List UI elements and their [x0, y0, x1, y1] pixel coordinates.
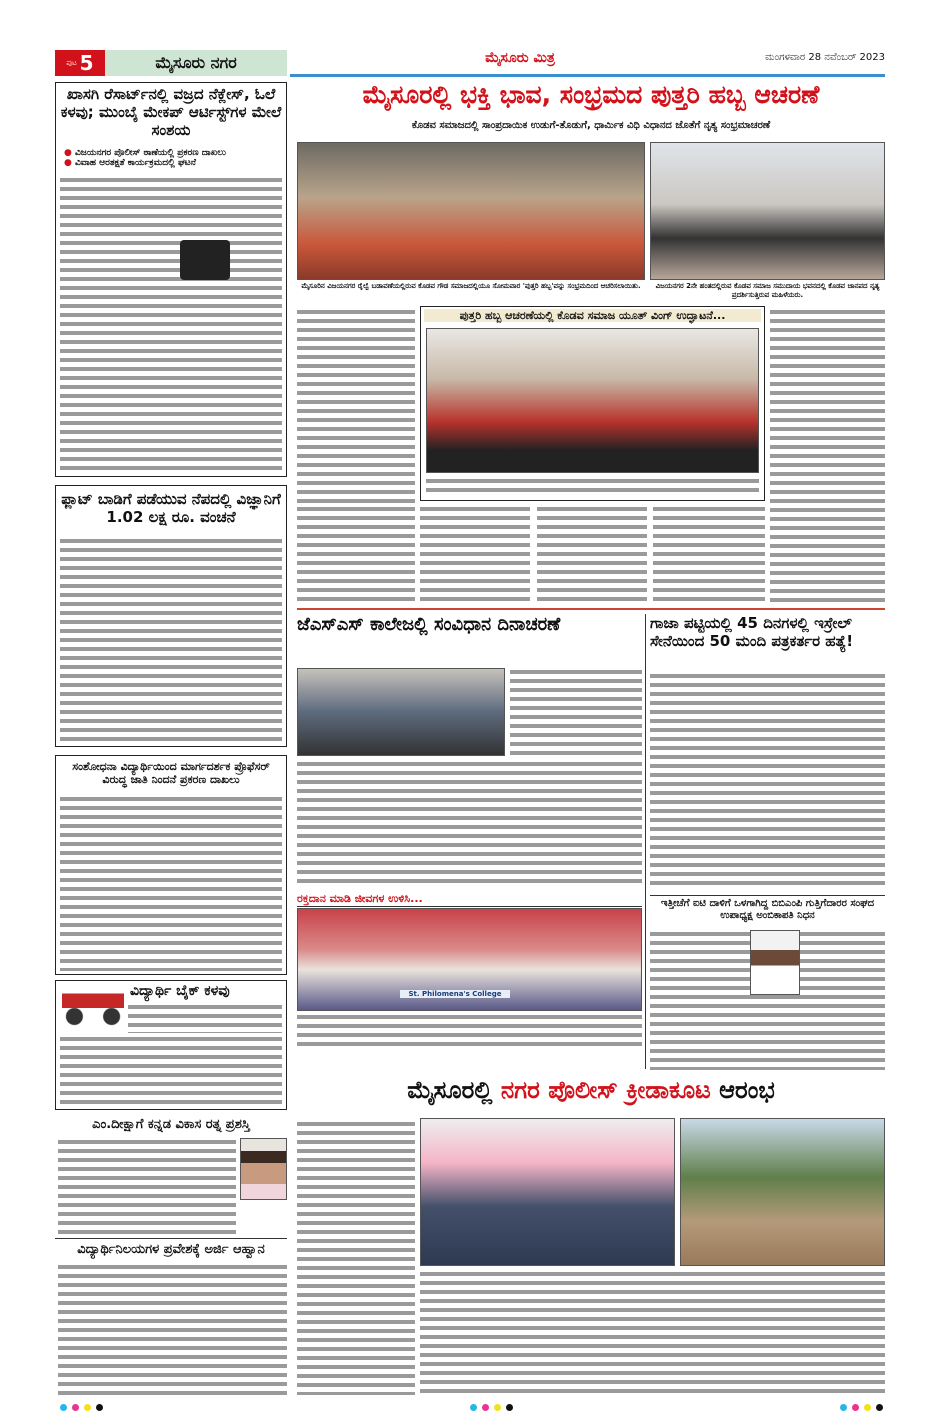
registration-mark	[470, 1404, 477, 1411]
story1-headline: ಖಾಸಗಿ ರೆಸಾರ್ಟ್‌ನಲ್ಲಿ ವಜ್ರದ ನೆಕ್ಲೇಸ್, ಓಲೆ ಕಳವು; ಮುಂಬೈ ಮೇಕಪ್ ಆರ್ಟಿಸ್ಟ್‌ಗಳ ಮೇಲೆ ಸಂಶಯ	[60, 85, 282, 139]
gaza-headline: ಗಾಜಾ ಪಟ್ಟಿಯಲ್ಲಿ 45 ದಿನಗಳಲ್ಲಿ ಇಸ್ರೇಲ್ ಸೇನೆಯಿಂದ 50 ಮಂದಿ ಪತ್ರಕರ್ತರ ಹತ್ಯೆ!	[650, 614, 854, 650]
story3-headline: ಸಂಶೋಧನಾ ವಿದ್ಯಾರ್ಥಿಯಿಂದ ಮಾರ್ಗದರ್ಶಕ ಪ್ರೊಫೆಸರ್ ವಿರುದ್ಧ ಜಾತಿ ನಿಂದನೆ ಪ್ರಕರಣ ದಾಖಲು	[72, 760, 270, 787]
gaza-body	[650, 672, 885, 887]
blood-donation-caption	[297, 1013, 642, 1049]
registration-mark	[876, 1404, 883, 1411]
sports-headline-b: ನಗರ ಪೊಲೀಸ್ ಕ್ರೀಡಾಕೂಟ	[500, 1076, 711, 1104]
masthead: ಮೈಸೂರು ಮಿತ್ರ	[485, 50, 555, 66]
story4-body-full	[60, 1035, 282, 1107]
sports-body-cols	[420, 1270, 885, 1395]
story5-body	[58, 1138, 236, 1235]
photo-deeksha	[240, 1138, 287, 1200]
story1-bullets	[60, 148, 282, 168]
lead-body-col1	[297, 308, 415, 503]
photo-jss-college	[297, 668, 505, 756]
divider	[55, 1238, 287, 1239]
lead-subhead: ಕೊಡವ ಸಮಾಜದಲ್ಲಿ ಸಾಂಪ್ರದಾಯಿಕ ಉಡುಗೆ-ತೊಡುಗೆ, ಧಾರ್ಮಿಕ ವಿಧಿ ವಿಧಾನದ ಜೊತೆಗೆ ನೃತ್ಯ ಸಂಭ್ರಮಾಚರಣೆ	[411, 120, 771, 131]
youth-wing-caption	[426, 477, 759, 497]
photo-puttari-festival	[297, 142, 645, 280]
story4-body	[128, 1003, 282, 1033]
youth-wing-headline: ಪುತ್ತರಿ ಹಬ್ಬ ಆಚರಣೆಯಲ್ಲಿ ಕೊಡವ ಸಮಾಜ ಯೂತ್ ವಿಂಗ್ ಉದ್ಘಾಟನೆ...	[424, 309, 761, 322]
registration-mark	[60, 1404, 67, 1411]
story1-body	[60, 176, 282, 474]
lead-body-col3b	[537, 505, 647, 603]
caption-right: ವಿಜಯನಗರ 2ನೇ ಹಂತದಲ್ಲಿರುವ ಕೊಡವ ಸಮಾಜ ಸಮುದಾಯ ಭವನದಲ್ಲಿ ಕೊಡವ ಜಾನಪದ ನೃತ್ಯ ಪ್ರದರ್ಶಿಸುತ್ತಿರುವ ಮಹಿಳೆಯರು.	[655, 282, 880, 300]
registration-mark	[840, 1404, 847, 1411]
story2-headline: ಫ್ಲಾಟ್ ಬಾಡಿಗೆ ಪಡೆಯುವ ನೆಪದಲ್ಲಿ ವಿಜ್ಞಾನಿಗೆ 1.02 ಲಕ್ಷ ರೂ. ವಂಚನೆ	[61, 490, 281, 526]
lead-body-col3a	[420, 505, 530, 603]
lead-body-col4	[770, 308, 885, 603]
story6-headline: ವಿದ್ಯಾರ್ಥಿನಿಲಯಗಳ ಪ್ರವೇಶಕ್ಕೆ ಅರ್ಜಿ ಆಹ್ವಾನ	[77, 1242, 265, 1257]
lead-headline: ಮೈಸೂರಲ್ಲಿ ಭಕ್ತಿ ಭಾವ, ಸಂಭ್ರಮದ ಪುತ್ತರಿ ಹಬ್ಬ ಆಚರಣೆ	[362, 80, 820, 109]
crime-watch-badge	[180, 240, 230, 280]
column-divider	[645, 614, 646, 1069]
registration-mark	[482, 1404, 489, 1411]
section-title: ಮೈಸೂರು ನಗರ	[105, 50, 287, 76]
registration-mark	[864, 1404, 871, 1411]
bike-icon	[62, 985, 124, 1027]
date: ಮಂಗಳವಾರ 28 ನವೆಂಬರ್ 2023	[765, 52, 885, 63]
lead-body-col3c	[653, 505, 765, 603]
photo-police-parade	[420, 1118, 675, 1266]
story6-body	[58, 1263, 287, 1395]
jss-headline: ಜೆಎಸ್‌ಎಸ್ ಕಾಲೇಜಲ್ಲಿ ಸಂವಿಧಾನ ದಿನಾಚರಣೆ	[297, 614, 561, 635]
photo-ambikapathi	[750, 930, 800, 995]
sports-body-col1	[297, 1120, 415, 1395]
lead-body-col2	[297, 505, 415, 603]
bullet-item: ● ವಿವಾಹ ಆರತಕ್ಷತೆ ಕಾರ್ಯಕ್ರಮದಲ್ಲಿ ಘಟನೆ	[60, 158, 282, 168]
header-rule	[290, 74, 885, 77]
college-banner: St. Philomena's College	[400, 990, 510, 998]
registration-mark	[84, 1404, 91, 1411]
jss-body-top	[510, 668, 642, 756]
caption-left: ಮೈಸೂರಿನ ವಿಜಯನಗರ ರೈಲ್ವೆ ಬಡಾವಣೆಯಲ್ಲಿರುವ ಕೊಡವ ಗೌಡ ಸಮಾಜದಲ್ಲಿಯೂ ಸೋಮವಾರ 'ಪುತ್ತರಿ ಹಬ್ಬ'ವನ್ನು ಸಂಭ್ರಮದಿಂದ ಆಚರಿಸಲಾಯಿತು.	[301, 282, 641, 290]
photo-police-race	[680, 1118, 885, 1266]
obit-headline: ಇತ್ತೀಚೆಗೆ ಐಟಿ ದಾಳಿಗೆ ಒಳಗಾಗಿದ್ದ ಬಿಬಿಎಂಪಿ ಗುತ್ತಿಗೆದಾರರ ಸಂಘದ ಉಪಾಧ್ಯಕ್ಷ ಅಂಬಿಕಾಪತಿ ನಿಧನ	[650, 895, 885, 922]
bullet-item: ● ವಿಜಯನಗರ ಪೊಲೀಸ್ ಠಾಣೆಯಲ್ಲಿ ಪ್ರಕರಣ ದಾಖಲು	[60, 148, 282, 158]
blood-donation-headline: ರಕ್ತದಾನ ಮಾಡಿ ಜೀವಗಳ ಉಳಿಸಿ...	[297, 892, 642, 907]
page-number: 5	[79, 51, 94, 75]
story5-headline: ಎಂ.ದೀಕ್ಷಾಗೆ ಕನ್ನಡ ವಿಕಾಸ ರತ್ನ ಪ್ರಶಸ್ತಿ	[92, 1117, 250, 1132]
registration-mark	[72, 1404, 79, 1411]
jss-body-bottom	[297, 760, 642, 888]
page-label: ಪುಟ	[66, 58, 77, 67]
sports-headline	[297, 1076, 885, 1105]
story4-headline: ವಿದ್ಯಾರ್ಥಿ ಬೈಕ್ ಕಳವು	[130, 983, 230, 999]
registration-mark	[96, 1404, 103, 1411]
registration-mark	[852, 1404, 859, 1411]
photo-youth-wing	[426, 328, 759, 473]
sports-headline-c: ಆರಂಭ	[719, 1076, 775, 1104]
registration-mark	[506, 1404, 513, 1411]
registration-mark	[494, 1404, 501, 1411]
photo-kodava-dance	[650, 142, 885, 280]
page-number-badge	[55, 50, 105, 76]
sports-headline-a: ಮೈಸೂರಲ್ಲಿ	[407, 1076, 493, 1104]
story2-body	[60, 537, 282, 743]
section-divider	[297, 608, 885, 610]
story3-body	[60, 795, 282, 971]
